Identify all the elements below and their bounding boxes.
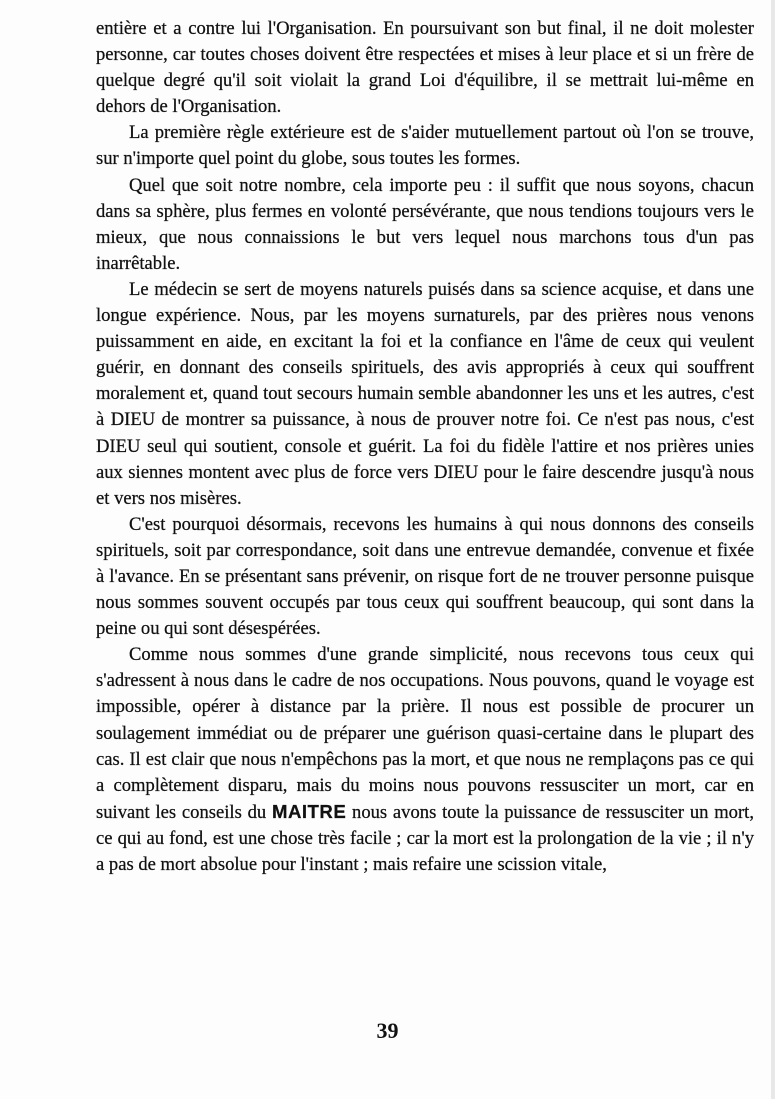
paragraph-3: Quel que soit notre nombre, cela importe peu : il suffit que nous soyons, chacun dans sa sphère, plus fermes en volonté persévérante, que nous tendions toujours vers le mieux, que nous connaissions le but vers lequel nous marchons tous d'un pas inarrêtable.	[96, 174, 754, 274]
paragraph-5: C'est pourquoi désormais, recevons les humains à qui nous donnons des conseils spirituels, soit par correspondance, soit dans une entrevue demandée, convenue et fixée à l'avance. En se présentant sans prévenir, on risque fort de ne trouver personne puisque nous sommes souvent occupés par tous ceux qui souffrent beaucoup, qui sont dans la peine ou qui sont désespérées.	[96, 513, 754, 640]
paragraph-6	[96, 642, 754, 878]
paragraph-4: Le médecin se sert de moyens naturels puisés dans sa science acquise, et dans une longue expérience. Nous, par les moyens surnaturels, par des prières nous venons puissamment en aide, en excitant la foi et la confiance en l'âme de ceux qui veulent guérir, en donnant des conseils spirituels, des avis appropriés à ceux qui souffrent moralement et, quand tout secours humain semble abandonner les uns et les autres, c'est à DIEU de montrer sa puissance, à nous de prouver notre foi. Ce n'est pas nous, c'est DIEU seul qui soutient, console et guérit. La foi du fidèle l'attire et nos prières unies aux siennes montent avec plus de force vers DIEU pour le faire descendre jusqu'à nous et vers nos misères.	[96, 278, 754, 509]
page-edge	[771, 0, 775, 1099]
paragraph-6-text-after: nous avons toute la puissance de ressusciter un mort, ce qui au fond, est une chose très facile ; car la mort est la prolongation de la vie ; il n'y a pas de mort absolue pour l'instant ; mais refaire une scission vitale,	[96, 801, 754, 875]
maitre-emphasis: MAITRE	[271, 800, 347, 822]
paragraph-2: La première règle extérieure est de s'aider mutuellement partout où l'on se trouve, sur n'importe quel point du globe, sous toutes les formes.	[96, 122, 754, 170]
page-number: 39	[376, 1018, 399, 1043]
paragraph-1: entière et a contre lui l'Organisation. En poursuivant son but final, il ne doit molester personne, car toutes choses doivent être respectées et mises à leur place et si un frère de quelque degré qu'il soit violait la grand Loi d'équilibre, il se mettrait lui-même en dehors de l'Organisation.	[96, 18, 754, 118]
body-text	[96, 16, 754, 878]
paragraph-6-text-before: Comme nous sommes d'une grande simplicité, nous recevons tous ceux qui s'adressent à nous dans le cadre de nos occupations. Nous pouvons, quand le voyage est impossible, opérer à distance par la prière. Il nous est possible de procurer un soulagement immédiat ou de préparer une guérison quasi-certaine dans le plupart des cas. Il est clair que nous n'empêchons pas la mort, et que nous ne remplaçons pas ce qui a complètement disparu, mais du moins nous pouvons ressusciter un mort, car en suivant les conseils du	[96, 644, 754, 823]
